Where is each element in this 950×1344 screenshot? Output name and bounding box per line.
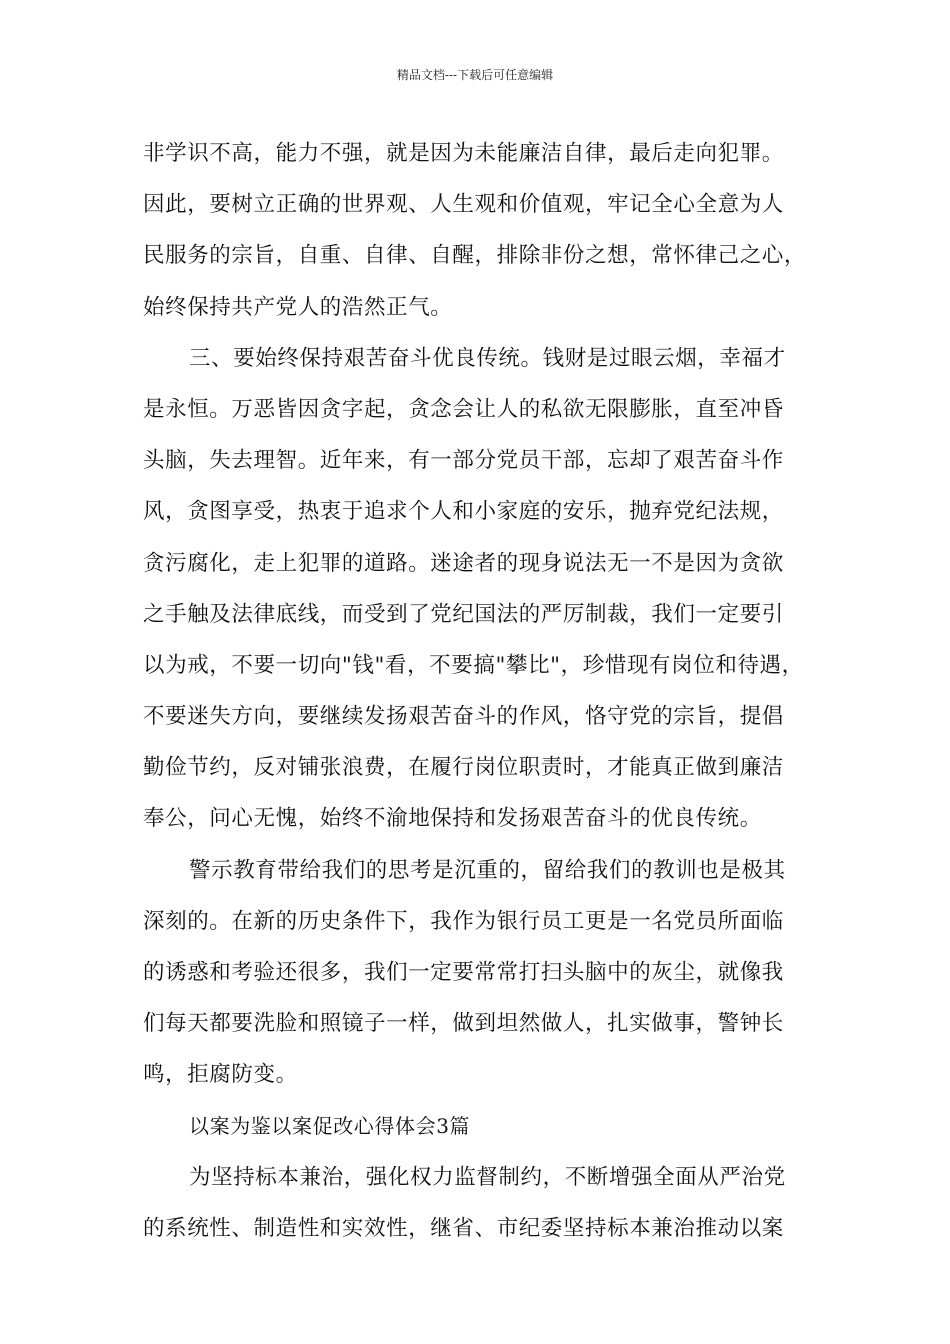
paragraph-line: 头脑，失去理智。近年来，有一部分党员干部，忘却了艰苦奋斗作 xyxy=(143,448,784,474)
paragraph-line: 鸣，拒腐防变。 xyxy=(143,1062,298,1088)
paragraph-line: 风，贪图享受，热衷于追求个人和小家庭的安乐，抛弃党纪法规， xyxy=(143,499,784,525)
paragraph-line: 是永恒。万恶皆因贪字起，贪念会让人的私欲无限膨胀，直至冲昏 xyxy=(143,396,784,422)
paragraph-line: 的诱惑和考验还很多，我们一定要常常打扫头脑中的灰尘，就像我 xyxy=(143,960,784,985)
paragraph-line: 警示教育带给我们的思考是沉重的，留给我们的教训也是极其 xyxy=(189,857,786,883)
paragraph-line: 民服务的宗旨，自重、自律、自醒，排除非份之想，常怀律己之心， xyxy=(143,243,807,269)
section-heading: 以案为鉴以案促改心得体会3篇 xyxy=(189,1113,471,1138)
paragraph-line: 因此，要树立正确的世界观、人生观和价值观，牢记全心全意为人 xyxy=(143,192,784,218)
paragraph-line: 始终保持共产党人的浩然正气。 xyxy=(143,294,453,320)
paragraph-line: 的系统性、制造性和实效性，继省、市纪委坚持标本兼治推动以案 xyxy=(143,1215,784,1241)
paragraph-line: 三、要始终保持艰苦奋斗优良传统。钱财是过眼云烟，幸福才 xyxy=(189,345,786,371)
paragraph-line: 以为戒，不要一切向"钱"看，不要搞"攀比"，珍惜现有岗位和待遇， xyxy=(143,652,804,678)
page-header: 精品文档---下载后可任意编辑 xyxy=(396,68,554,82)
paragraph-line: 勤俭节约，反对铺张浪费，在履行岗位职责时，才能真正做到廉洁 xyxy=(143,755,784,781)
paragraph-line: 贪污腐化，走上犯罪的道路。迷途者的现身说法无一不是因为贪欲 xyxy=(143,550,784,576)
paragraph-line: 奉公，问心无愧，始终不渝地保持和发扬艰苦奋斗的优良传统。 xyxy=(143,806,762,832)
paragraph-line: 之手触及法律底线，而受到了党纪国法的严厉制裁，我们一定要引 xyxy=(143,601,784,627)
paragraph-line: 非学识不高，能力不强，就是因为未能廉洁自律，最后走向犯罪。 xyxy=(143,141,784,166)
document-body xyxy=(143,128,823,1254)
paragraph-line: 不要迷失方向，要继续发扬艰苦奋斗的作风，恪守党的宗旨，提倡 xyxy=(143,704,784,730)
paragraph-line: 深刻的。在新的历史条件下，我作为银行员工更是一名党员所面临 xyxy=(143,908,784,934)
paragraph-line: 们每天都要洗脸和照镜子一样，做到坦然做人，扎实做事，警钟长 xyxy=(143,1011,784,1037)
paragraph-line: 为坚持标本兼治，强化权力监督制约，不断增强全面从严治党 xyxy=(189,1164,786,1190)
